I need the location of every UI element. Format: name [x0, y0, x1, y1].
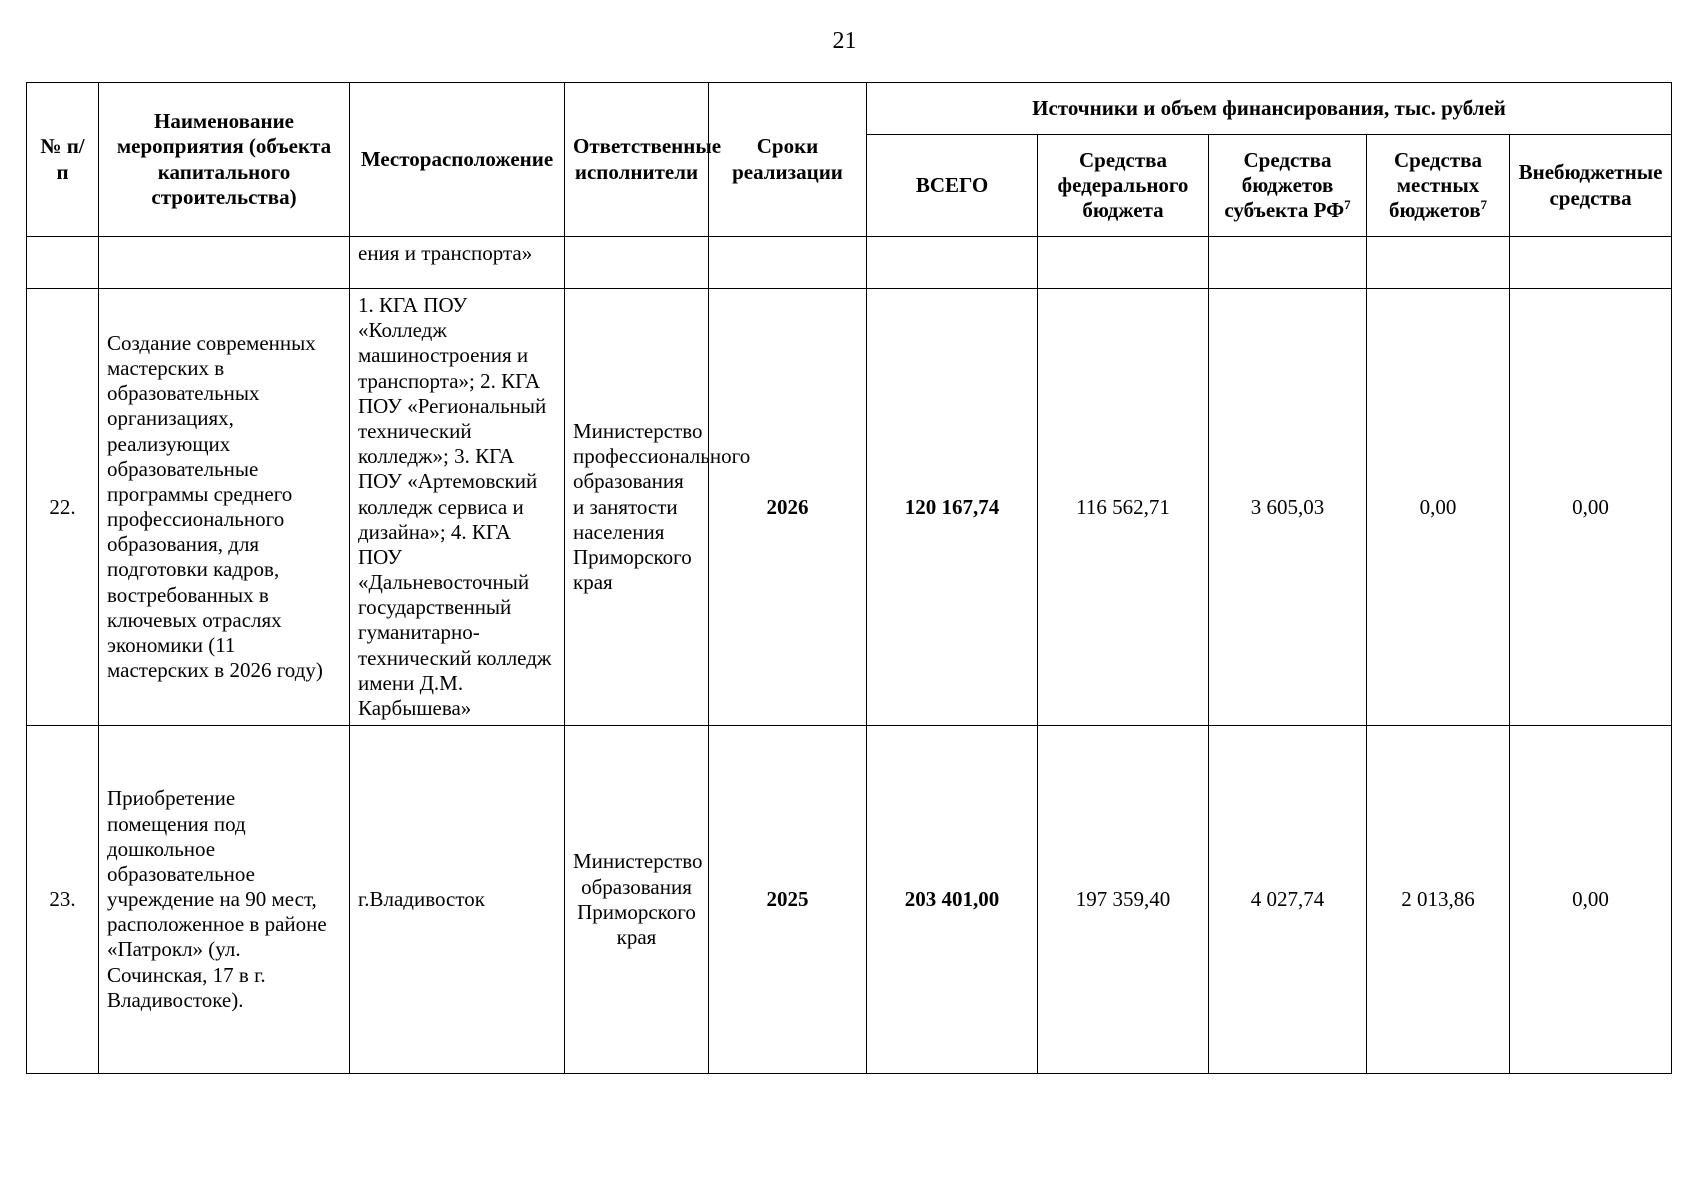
- row-name: Приобретение помещения под дошкольное образовательное учреждение на 90 мест, расположенное в районе «Патрокл» (ул. Сочинская, 17 в г. Владивостоке).: [99, 726, 350, 1074]
- row-responsible: Министерство образования Приморского края: [565, 726, 709, 1074]
- header-total: ВСЕГО: [867, 135, 1038, 237]
- row-name: Создание современных мастерских в образовательных организациях, реализующих образовательные программы среднего профессионального образования, для подготовки кадров, востребованных в ключевых отраслях экономики (11 мастерских в 2026 году): [99, 289, 350, 726]
- header-responsible: Ответственные исполнители: [565, 83, 709, 237]
- header-terms: Сроки реализации: [709, 83, 867, 237]
- row-responsible: Министерство профессионального образования и занятости населения Приморского края: [565, 289, 709, 726]
- row-extrabudget: 0,00: [1510, 726, 1672, 1074]
- table-row: [27, 726, 1672, 1074]
- row-terms: 2025: [709, 726, 867, 1074]
- row-location: 1. КГА ПОУ «Колледж машиностроения и транспорта»; 2. КГА ПОУ «Региональный технический колледж»; 3. КГА ПОУ «Артемовский колледж сервиса и дизайна»; 4. КГА ПОУ «Дальневосточный государственный гуманитарно-технический колледж имени Д.М. Карбышева»: [350, 289, 565, 726]
- page-number: 21: [832, 28, 857, 54]
- table-row: [27, 289, 1672, 726]
- header-row-1: [27, 83, 1672, 135]
- header-location: Месторасположение: [350, 83, 565, 237]
- header-num: № п/п: [27, 83, 99, 237]
- row-local: 0,00: [1367, 289, 1510, 726]
- row-subject: 3 605,03: [1209, 289, 1367, 726]
- row-num: 23.: [27, 726, 99, 1074]
- header-subject-text: Средства бюджетов субъекта РФ: [1224, 147, 1345, 223]
- row-total: 203 401,00: [867, 726, 1038, 1074]
- row-total: 120 167,74: [867, 289, 1038, 726]
- header-local-footnote: 7: [1480, 197, 1488, 213]
- row-extrabudget: 0,00: [1510, 289, 1672, 726]
- header-federal: Средства федерального бюджета: [1038, 135, 1209, 237]
- header-extrabudget: Внебюджетные средства: [1510, 135, 1672, 237]
- row-terms: 2026: [709, 289, 867, 726]
- row-federal: 116 562,71: [1038, 289, 1209, 726]
- continuation-location: ения и транспорта»: [350, 237, 565, 289]
- row-federal: 197 359,40: [1038, 726, 1209, 1074]
- financing-table: [26, 82, 1672, 1074]
- row-local: 2 013,86: [1367, 726, 1510, 1074]
- header-local: [1367, 135, 1510, 237]
- header-subject: [1209, 135, 1367, 237]
- header-local-text: Средства местных бюджетов: [1388, 147, 1482, 223]
- header-name: Наименование мероприятия (объекта капитального строительства): [99, 83, 350, 237]
- header-financing-group: Источники и объем финансирования, тыс. рублей: [867, 83, 1672, 135]
- header-subject-footnote: 7: [1344, 197, 1351, 213]
- row-num: 22.: [27, 289, 99, 726]
- row-location: г.Владивосток: [350, 726, 565, 1074]
- continuation-row: [27, 237, 1672, 289]
- row-subject: 4 027,74: [1209, 726, 1367, 1074]
